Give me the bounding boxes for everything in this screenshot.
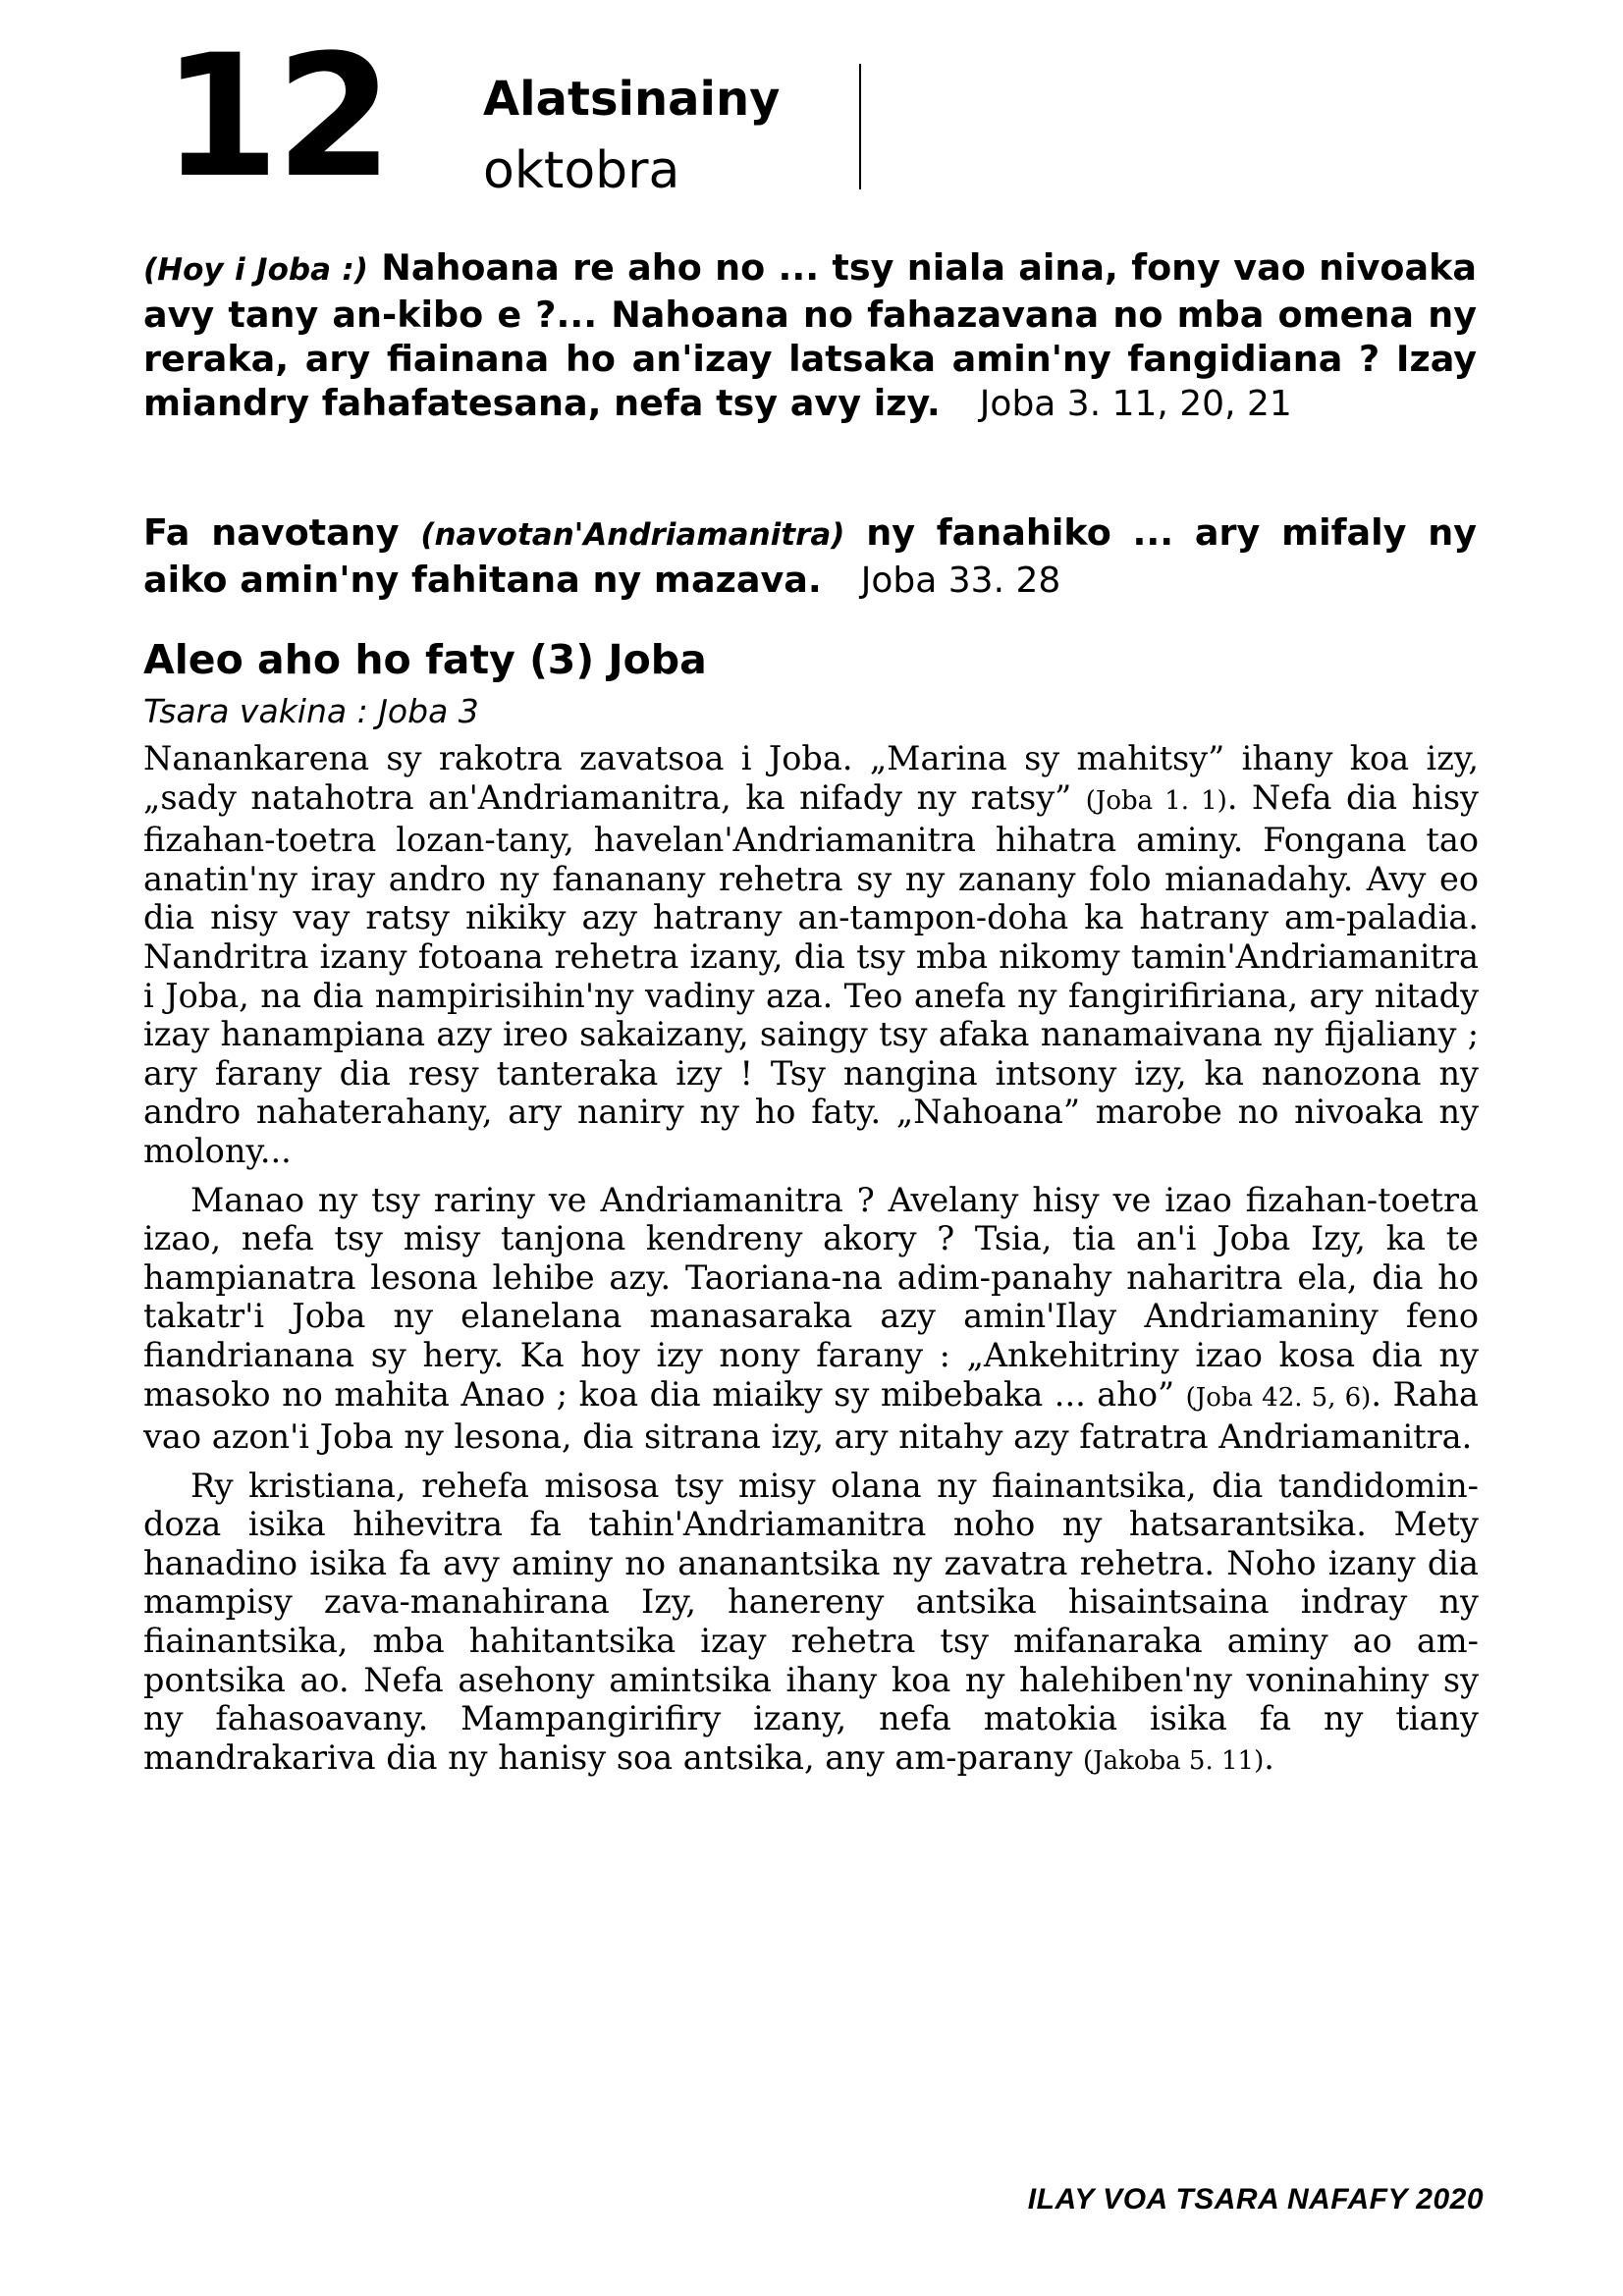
section-title: Aleo aho ho faty (3) Joba — [143, 636, 707, 683]
suggested-reading: Tsara vakina : Joba 3 — [143, 692, 479, 730]
verse-2-note: (navotan'Andriamanitra) — [420, 517, 845, 553]
month: oktobra — [483, 141, 680, 200]
publication-footer: ILAY VOA TSARA NAFAFY 2020 — [1027, 2183, 1484, 2216]
paragraph-2-text-b: . Raha vao azon'i Joba ny lesona, dia sitrana izy, ary nitahy azy fatratra Andriamanitra. — [143, 1374, 1480, 1457]
day-number: 12 — [162, 18, 390, 215]
paragraph-3-text-b: . — [1264, 1737, 1274, 1777]
verse-2-text-after: ny fanahiko ... ary mifaly ny aiko amin'ny fahitana ny mazava. — [143, 511, 1478, 601]
devotional-body — [143, 739, 1479, 1781]
paragraph-2-reference: (Joba 42. 5, 6) — [1185, 1382, 1372, 1413]
verse-1-text: Nahoana re aho no ... tsy niala aina, fony vao nivoaka avy tany an-kibo e ?... Nahoana no fahazavana no mba omena ny reraka, ary fiainana ho an'izay latsaka amin'ny fangidiana ? Izay miandry fahafatesana, nefa tsy avy izy. — [143, 246, 1477, 424]
paragraph-1-reference: (Joba 1. 1) — [1085, 785, 1227, 816]
key-verse-1 — [143, 245, 1477, 426]
verse-1-reference: Joba 3. 11, 20, 21 — [979, 384, 1292, 424]
paragraph-3-reference: (Jakoba 5. 11) — [1083, 1745, 1265, 1776]
paragraph-2-text-a: Manao ny tsy rariny ve Andriamanitra ? Avelany hisy ve izao fizahan-toetra izao, nefa tsy misy tanjona kendreny akory ? Tsia, tia an'i Joba Izy, ka te hampianatra lesona lehibe azy. Taoriana-na adim-panahy naharitra ela, dia ho takatr'i Joba ny elanelana manasaraka azy amin'Ilay Andriamaniny feno fiandrianana sy hery. Ka hoy izy nony farany : „Ankehitriny izao kosa dia ny masoko no mahita Anao ; koa dia miaiky sy mibebaka ... aho” — [143, 1180, 1479, 1414]
weekday: Alatsinainy — [483, 72, 781, 127]
paragraph-1-text-a: Nanankarena sy rakotra zavatsoa i Joba. „Marina sy mahitsy” ihany koa izy, „sady natahotra an'Andriamanitra, ka nifady ny ratsy” — [143, 739, 1479, 817]
paragraph-1 — [143, 739, 1479, 1171]
verse-1-speaker-note: (Hoy i Joba :) — [143, 252, 368, 288]
verse-2-text-before: Fa navotany — [143, 511, 421, 554]
date-header — [162, 18, 1478, 215]
paragraph-1-text-b: . Nefa dia hisy fizahan-toetra lozan-tany, havelan'Andriamanitra hihatra aminy. Fongana tao anatin'ny iray andro ny fananany rehetra sy ny zanany folo mianadahy. Avy eo dia nisy vay ratsy nikiky azy hatrany an-tampon-doha ka hatrany am-paladia. Nandritra izany fotoana rehetra izany, dia tsy mba nikomy tamin'Andriamanitra i Joba, na dia nampirisihin'ny vadiny aza. Teo anefa ny fangirifiriana, ary nitady izay hanampiana azy ireo sakaizany, saingy tsy afaka nanamaivana ny fijaliany ; ary farany dia resy tanteraka izy ! Tsy nangina intsony izy, ka nanozona ny andro nahaterahany, ary naniry ny ho faty. „Nahoana” marobe no nivoaka ny molony... — [143, 777, 1479, 1170]
header-divider — [859, 64, 861, 189]
verse-2-reference: Joba 33. 28 — [860, 561, 1061, 601]
paragraph-2 — [143, 1181, 1479, 1457]
paragraph-3 — [143, 1467, 1479, 1782]
paragraph-3-text-a: Ry kristiana, rehefa misosa tsy misy olana ny fiainantsika, dia tandidomin-doza isika hihevitra fa tahin'Andriamanitra noho ny hatsarantsika. Mety hanadino isika fa avy aminy no ananantsika ny zavatra rehetra. Noho izany dia mampisy zava-manahirana Izy, hanereny antsika hisaintsaina indray ny fiainantsika, mba hahitantsika izay rehetra tsy mifanaraka aminy ao am-pontsika ao. Nefa asehony amintsika ihany koa ny halehiben'ny voninahiny sy ny fahasoavany. Mampangirifiry izany, nefa matokia isika fa ny tiany mandrakariva dia ny hanisy soa antsika, any am-parany — [143, 1466, 1479, 1777]
key-verse-2 — [143, 510, 1477, 603]
